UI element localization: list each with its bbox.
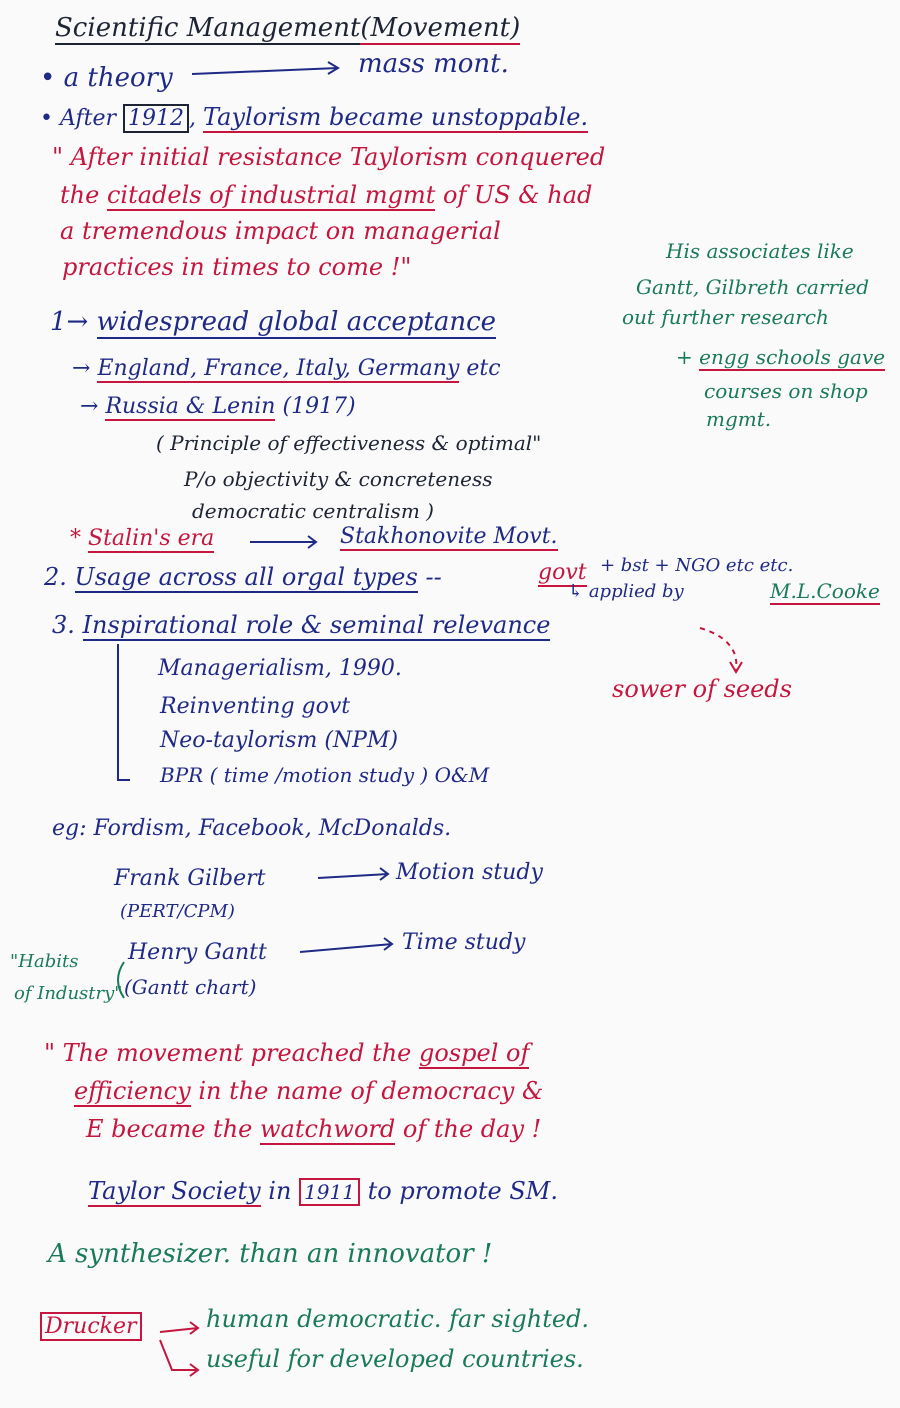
bullet-theory-right: mass mont. [358,49,509,79]
point3-item: Managerialism, 1990. [158,656,402,681]
bullet-after-1912: • After 1912 , Taylorism became unstoppable. [40,103,589,131]
point1-principle1: ( Principle of effectiveness & optimal" [156,431,542,455]
quote2-line2: efficiency in the name of democracy & [74,1077,544,1105]
habits-note-1: "Habits [10,951,79,972]
point1-russia: → Russia & Lenin (1917) [80,394,356,419]
point3-item: BPR ( time /motion study ) O&M [160,763,490,787]
side-note-line1: His associates like [666,239,854,263]
point1-principle2: P/o objectivity & concreteness [184,467,493,491]
point2-cooke: M.L.Cooke [770,579,880,603]
henry-gantt: Henry Gantt [128,940,267,965]
title-main: Scientific Management [55,13,361,43]
bracket-point3 [118,644,130,780]
taylor-society-line: Taylor Society in 1911 to promote SM. [88,1177,558,1205]
side-note-line3: out further research [622,305,829,329]
arrow-theory [192,68,338,74]
synthesizer-line: A synthesizer. than an innovator ! [48,1239,493,1269]
point2-heading: 2. Usage across all orgal types -- [44,563,442,591]
drucker-line2: useful for developed countries. [206,1345,584,1373]
point3-item: Neo-taylorism (NPM) [160,728,399,753]
habits-note-2: of Industry" [14,983,123,1004]
quote1-line3: a tremendous impact on managerial [60,217,501,245]
point1-heading: 1→ widespread global acceptance [50,307,497,337]
quote2-line3: E became the watchword of the day ! [86,1115,542,1143]
habits-brace [118,962,124,998]
point1-principle3: democratic centralism ) [192,499,434,523]
frank-gilbert: Frank Gilbert [114,866,266,891]
point3-item: Reinventing govt [160,694,351,719]
title-paren: (Movement) [360,13,521,43]
quote1-line2: the citadels of industrial mgmt of US & had [60,181,593,209]
examples-eg: eg: Fordism, Facebook, McDonalds. [52,816,452,841]
point1-countries: → England, France, Italy, Germany etc [72,356,501,381]
side-note-line6: mgmt. [706,407,772,431]
side-note-line5: courses on shop [704,379,868,403]
time-study: Time study [402,930,526,955]
arrow-gantt [300,944,392,952]
year-1912-box: 1912 [123,104,189,133]
point3-heading: 3. Inspirational role & seminal relevance [52,611,551,639]
point2-rest: + bst + NGO etc etc. [600,555,794,576]
stalin-line: * Stalin's era [70,526,215,551]
point2-applied: ↳ applied by [568,581,684,602]
quote2-line1: " The movement preached the gospel of [44,1039,530,1067]
year-1911-box: 1911 [299,1178,360,1206]
side-note-line4: + engg schools gave [676,345,886,369]
gantt-chart: (Gantt chart) [124,975,257,999]
quote1-line4: practices in times to come !" [62,253,412,281]
quote1-line1: " After initial resistance Taylorism conquered [52,143,606,171]
citadels-phrase: citadels of industrial mgmt [106,181,436,209]
bullet-theory-left: • a theory [40,63,173,93]
stalin-arrow-target: Stakhonovite Movt. [340,524,558,549]
motion-study: Motion study [396,860,543,885]
pert-cpm: (PERT/CPM) [120,901,235,922]
drucker-line1: human democratic. far sighted. [206,1305,590,1333]
arrow-gilbert [318,874,388,878]
drucker-box: Drucker [40,1314,142,1339]
side-note-line2: Gantt, Gilbreth carried [636,275,870,299]
point2-govt: govt [538,560,587,585]
taylorism-unstoppable: Taylorism became unstoppable. [203,103,589,131]
sower-of-seeds: sower of seeds [612,675,792,703]
